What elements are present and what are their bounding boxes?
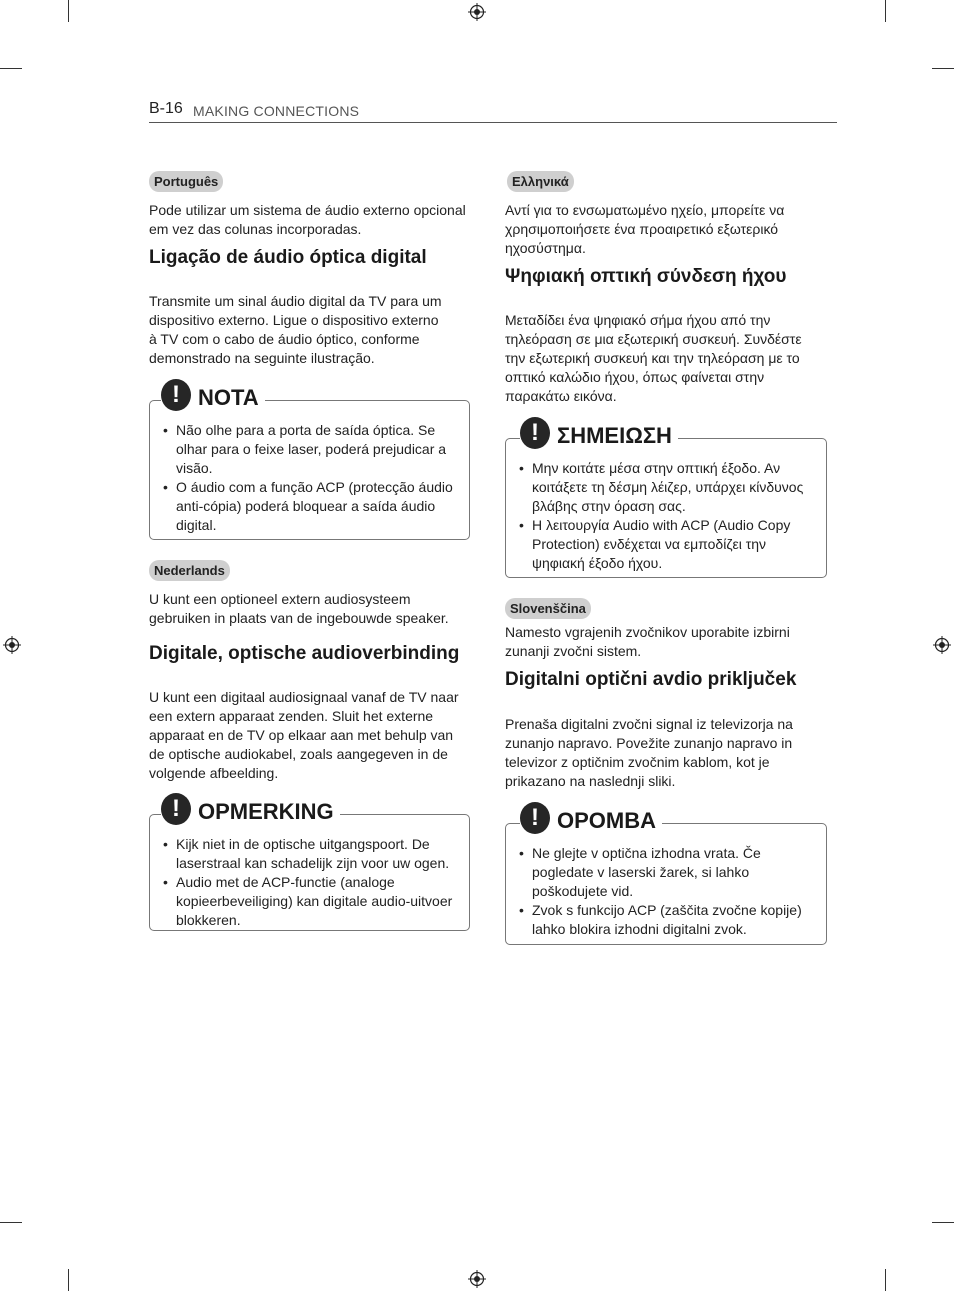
registration-mark-icon (3, 636, 21, 654)
note-header (161, 375, 265, 411)
crop-mark (0, 1222, 22, 1223)
body-text: Μεταδίδει ένα ψηφιακό σήμα ήχου από την τηλεόραση σε μια εξωτερική συσκευή. Συνδέστε την εξωτερική συσκευή και την τηλεόραση με το οπτικό καλώδιο ήχου, όπως φαίνεται στην παρακάτω εικόνα. (505, 312, 802, 404)
note-box (505, 804, 827, 945)
section-heading: Digitalni optični avdio priključek (505, 669, 797, 690)
crop-mark (68, 1269, 69, 1291)
note-item: • Η λειτουργία Audio with ACP (Audio Copy Protection) ενδέχεται να εμποδίζει την ψηφιακή έξοδο ήχου. (519, 516, 818, 573)
crop-mark (68, 0, 69, 22)
note-item: • O áudio com a função ACP (protecção áudio anti-cópia) poderá bloquear a saída áudio digital. (163, 478, 461, 535)
note-title: OPOMBA (557, 808, 656, 833)
registration-mark-icon (933, 636, 951, 654)
note-header (161, 789, 340, 825)
section-heading: Ligação de áudio óptica digital (149, 247, 427, 268)
language-badge-dutch: Nederlands (149, 560, 230, 581)
body-text: Transmite um sinal áudio digital da TV para um dispositivo externo. Ligue o dispositivo externo à TV com o cabo de áudio óptico, conforme demonstrado na seguinte ilustração. (149, 293, 442, 366)
note-item: • Kijk niet in de optische uitgangspoort. De laserstraal kan schadelijk zijn voor uw ogen. (163, 835, 461, 873)
section-title: MAKING CONNECTIONS (193, 103, 360, 119)
crop-mark (932, 1222, 954, 1223)
exclamation-icon: ! (520, 417, 550, 449)
crop-mark (0, 68, 22, 69)
note-header (520, 413, 678, 449)
note-item: • Ne glejte v optična izhodna vrata. Če pogledate v laserski žarek, si lahko poškodujete vid. (519, 844, 818, 901)
crop-mark (885, 0, 886, 22)
exclamation-icon: ! (161, 793, 191, 825)
note-box (149, 795, 470, 931)
note-list (519, 459, 818, 573)
note-box (149, 381, 470, 540)
note-title: ΣΗΜΕΙΩΣΗ (557, 423, 672, 448)
body-text: Prenaša digitalni zvočni signal iz televizorja na zunanjo napravo. Povežite zunanjo napravo in televizor z optičnim zvočnim kablom, kot je prikazano na naslednji sliki. (505, 716, 793, 789)
section-heading: Ψηφιακή οπτική σύνδεση ήχου (505, 266, 787, 287)
exclamation-icon: ! (161, 379, 191, 411)
intro-text: U kunt een optioneel extern audiosysteem gebruiken in plaats van de ingebouwde speaker. (149, 591, 449, 626)
right-column (505, 0, 827, 1291)
left-column (149, 0, 471, 1291)
note-item: • Μην κοιτάτε μέσα στην οπτική έξοδο. Αν κοιτάξετε τη δέσμη λέιζερ, υπάρχει κίνδυνος βλάβης στην όραση σας. (519, 459, 818, 516)
note-list (163, 835, 461, 930)
language-badge-portuguese: Português (149, 171, 223, 192)
note-item: • Não olhe para a porta de saída óptica. Se olhar para o feixe laser, poderá prejudicar a visão. (163, 421, 461, 478)
intro-text: Αντί για το ενσωματωμένο ηχείο, μπορείτε να χρησιμοποιήσετε ένα προαιρετικό εξωτερικό ηχοσύστημα. (505, 202, 785, 256)
note-item: • Audio met de ACP-functie (analoge kopieerbeveiliging) kan digitale audio-uitvoer blokkeren. (163, 873, 461, 930)
note-item: • Zvok s funkcijo ACP (zaščita zvočne kopije) lahko blokira izhodni digitalni zvok. (519, 901, 818, 939)
intro-text: Pode utilizar um sistema de áudio externo opcional em vez das colunas incorporadas. (149, 202, 466, 237)
language-badge-greek: Ελληνικά (507, 171, 574, 192)
crop-mark (932, 68, 954, 69)
body-text: U kunt een digitaal audiosignaal vanaf de TV naar een extern apparaat zenden. Sluit het externe apparaat en de TV op elkaar aan met behulp van de optische audiokabel, zoals aangegeven in de volgende afbeelding. (149, 689, 459, 781)
note-list (519, 844, 818, 939)
language-badge-slovenian: Slovenščina (505, 598, 591, 619)
crop-mark (885, 1269, 886, 1291)
note-box (505, 419, 827, 578)
page-number: B-16 (149, 100, 183, 117)
note-list (163, 421, 461, 535)
note-header (520, 798, 662, 834)
note-title: NOTA (198, 385, 259, 410)
exclamation-icon: ! (520, 802, 550, 834)
note-title: OPMERKING (198, 799, 334, 824)
intro-text: Namesto vgrajenih zvočnikov uporabite izbirni zunanji zvočni sistem. (505, 624, 790, 659)
section-heading: Digitale, optische audioverbinding (149, 643, 460, 664)
